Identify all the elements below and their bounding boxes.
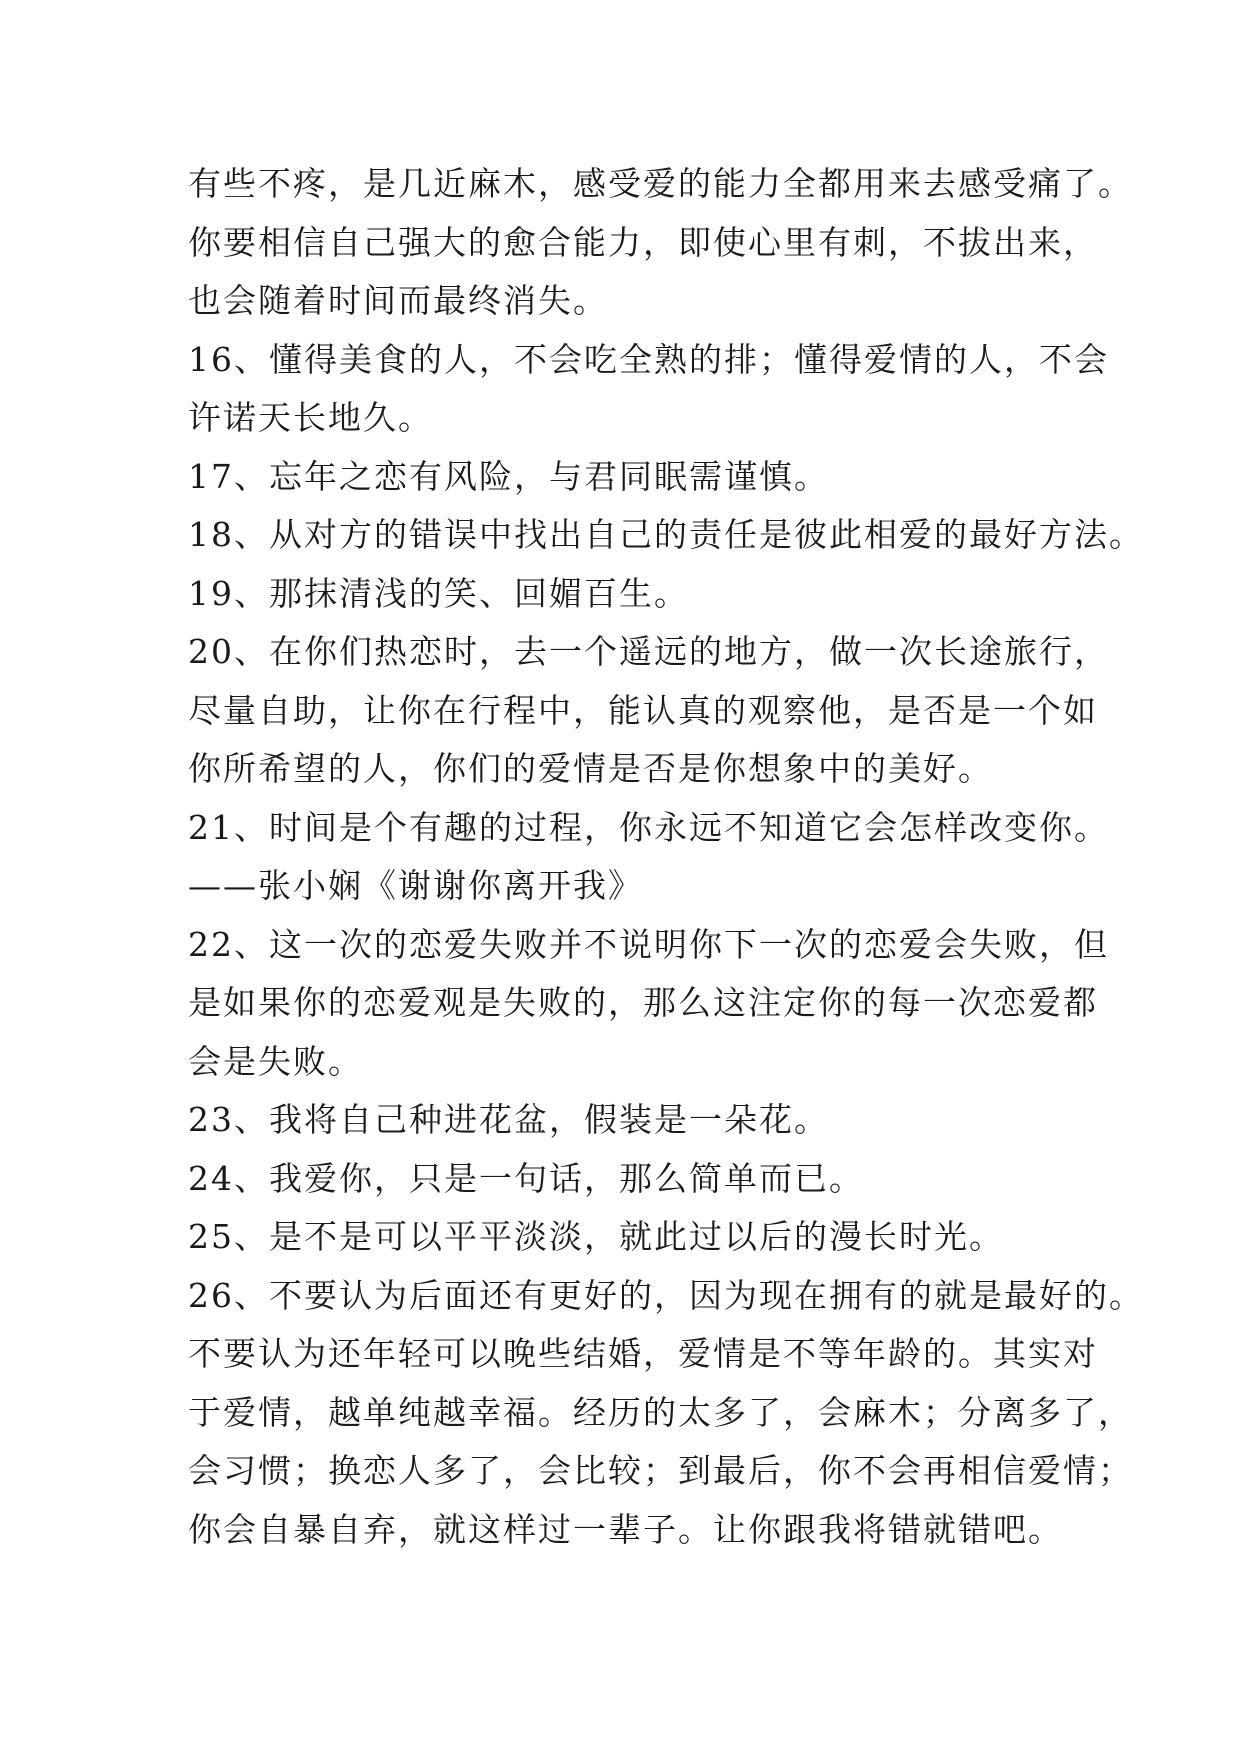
text-line: 是如果你的恋爱观是失败的，那么这注定你的每一次恋爱都 [188, 983, 1098, 1022]
text-line: 24、我爱你，只是一句话，那么简单而已。 [188, 1158, 864, 1198]
text-line: 26、不要认为后面还有更好的，因为现在拥有的就是最好的。 [188, 1275, 1144, 1315]
text-line: 17、忘年之恋有风险，与君同眠需谨慎。 [188, 456, 829, 496]
text-line: 你所希望的人，你们的爱情是否是你想象中的美好。 [188, 749, 993, 788]
document-body [188, 155, 1144, 1559]
text-line: 25、是不是可以平平淡淡，就此过以后的漫长时光。 [188, 1217, 1004, 1256]
text-line: 21、时间是个有趣的过程，你永远不知道它会怎样改变你。 [188, 807, 1109, 847]
text-line: 于爱情，越单纯越幸福。经历的太多了，会麻木；分离多了， [188, 1392, 1133, 1432]
text-line: 也会随着时间而最终消失。 [188, 281, 608, 320]
text-line: 会是失败。 [188, 1041, 363, 1081]
text-line: 20、在你们热恋时，去一个遥远的地方，做一次长途旅行， [188, 632, 1109, 671]
text-line: 18、从对方的错误中找出自己的责任是彼此相爱的最好方法。 [188, 515, 1144, 554]
text-line: 会习惯；换恋人多了，会比较；到最后，你不会再相信爱情； [188, 1451, 1133, 1490]
text-line: 有些不疼，是几近麻木，感受爱的能力全都用来去感受痛了。 [188, 164, 1133, 203]
text-line: 23、我将自己种进花盆，假装是一朵花。 [188, 1100, 829, 1139]
text-line: 19、那抹清浅的笑、回媚百生。 [188, 573, 689, 613]
text-line: 许诺天长地久。 [188, 398, 433, 437]
text-line: 你要相信自己强大的愈合能力，即使心里有刺，不拔出来， [188, 222, 1098, 262]
text-line: 你会自暴自弃，就这样过一辈子。让你跟我将错就错吧。 [188, 1509, 1063, 1549]
text-line: 16、懂得美食的人，不会吃全熟的排；懂得爱情的人，不会 [188, 339, 1109, 379]
text-line: ——张小娴《谢谢你离开我》 [188, 866, 643, 905]
text-line: 尽量自助，让你在行程中，能认真的观察他，是否是一个如 [188, 690, 1098, 730]
text-line: 22、这一次的恋爱失败并不说明你下一次的恋爱会失败，但 [188, 924, 1109, 964]
text-line: 不要认为还年轻可以晚些结婚，爱情是不等年龄的。其实对 [188, 1334, 1098, 1373]
